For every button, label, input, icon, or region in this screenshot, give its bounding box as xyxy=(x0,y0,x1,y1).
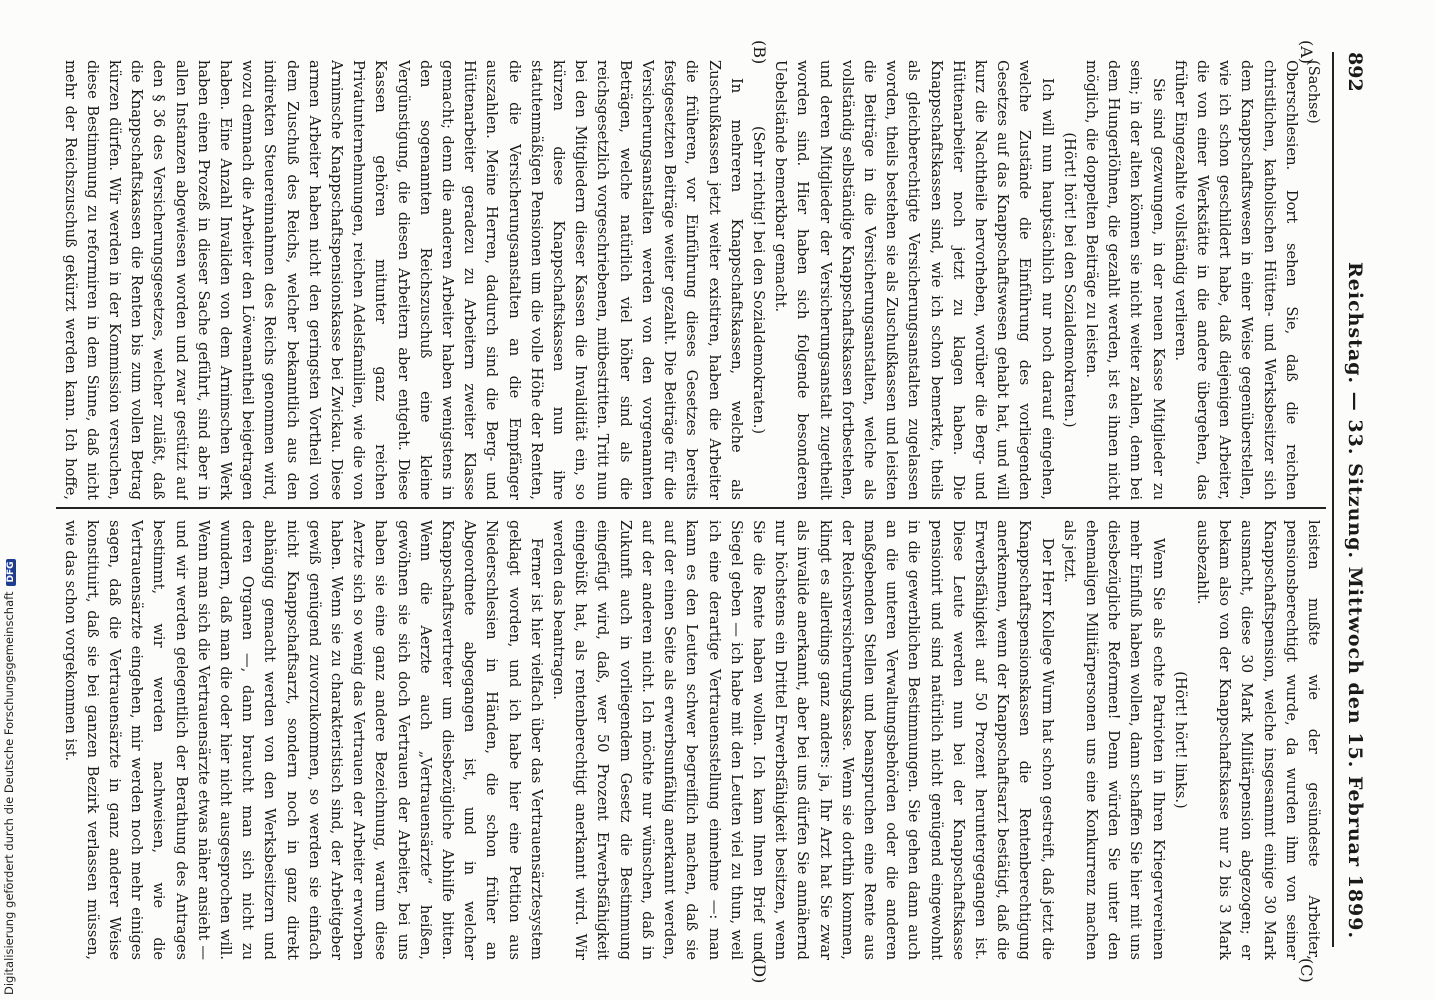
margin-letter-a: (A) xyxy=(1297,40,1316,65)
paragraph: Der Herr Kollege Wurm hat schon gestreift, daß jetzt die Knappschaftspensionskassen die Rentenberechtigung anerkennen, wenn der Knappschaftsarzt bestätigt, daß die Erwerbsfähigkeit auf 50 Prozent heruntergegangen ist. Diese Leute werden nun bei der Knappschaftskasse pensionirt und sind natürlich nicht genügend eingewohnt in die gewerblichen Bestimmungen. Sie gehen dann auch an die unteren Verwaltungsbehörden oder die anderen maßgebenden Stellen und beanspruchen eine Rente aus der Reichsversicherungskasse. Wenn sie dorthin kommen, klingt es allerdings ganz anders: ja, Ihr Arzt hat Sie zwar als invalide anerkannt, aber bei uns dürfen Sie annähernd nur höchstens ein Drittel Erwerbsfähigkeit besitzen, wenn Sie die Rente haben wollen. Ich kann Ihnen Brief und Siegel geben — ich habe mit den Leuten viel zu thun, weil ich eine derartige Vertrauensstellung einnehme —: man kann es den Leuten schwer begreiflich machen, daß sie auf der einen Seite als erwerbsunfähig anerkannt werden, auf der anderen nicht. Ich möchte nur wünschen, daß in Zukunft auch in vorliegendem Gesetz die Bestimmung eingefügt wird, daß, wer 50 Prozent Erwerbsfähigkeit eingebüßt hat, als rentenberechtigt anerkannt wird. Wir werden das beantragen. xyxy=(550,520,1056,960)
margin-letter-c: (C) xyxy=(1297,958,1316,983)
right-column xyxy=(59,520,1324,960)
header-rule xyxy=(1332,52,1334,947)
paragraph: leisten mußte wie der gesündeste Arbeiter, pensionsberechtigt wurde, da wurden ihm von seiner Knappschaftspension, welche insgesammt einige 30 Mark ausmacht, diese 30 Mark Militärpension abgezogen; er bekam also von der Knappschaftskasse nur 2 bis 3 Mark ausbezahlt. xyxy=(1193,520,1322,960)
running-title: Reichstag. — 33. Sitzung. Mittwoch den 15. Februar 1899. xyxy=(1344,262,1366,940)
paragraph: Wenn Sie als echte Patrioten in Ihren Kriegervereinen mehr Einfluß haben wollen, dann schaffen Sie hier mit uns diesbezügliche Reformen! Denn würden Sie unter den ehemaligen Militärpersonen uns eine Konkurrenz machen als jetzt. xyxy=(1060,520,1167,960)
interjection: (Hört! hört! links.) xyxy=(1171,671,1189,809)
page-number: 892 xyxy=(1344,52,1366,92)
dfg-logo: DFG xyxy=(6,559,16,586)
left-column xyxy=(59,60,1324,500)
interjection: (Sehr richtig! bei den Sozialdemokraten.) xyxy=(749,125,767,435)
paragraph: In mehreren Knappschaftskassen, welche als Zuschußkassen jetzt weiter existiren, haben die Arbeiter die früheren, vor Einführung dieses Gesetzes bereits festgesetzten Beiträge weiter gezahlt. Die Beiträge für die Versicherungsanstalten werden von den vorgenannten Beträgen, welche natürlich viel höher sind als die reichsgesetzlich vorgeschriebenen, mitbestritten. Tritt nun bei den Mitgliedern dieser Kassen die Invalidität ein, so kürzen diese Knappschaftskassen nun ihre statutenmäßigen Pensionen um die volle Höhe der Renten, die die Versicherungsanstalten an die Empfänger auszahlen. Meine Herren, dadurch sind die Berg- und Hüttenarbeiter geradezu zu Arbeitern zweiter Klasse gemacht; denn die anderen Arbeiter haben wenigstens in den sogenannten Reichszuschuß eine kleine Vergünstigung, die diesen Arbeitern aber entgeht. Diese Kassen gehören mitunter ganz reichen Privatunternehmungen, reichen Adelsfamilien, wie die von Arnimsche Knappschaftspensionskasse bei Zwickau. Diese armen Arbeiter haben nicht den geringsten Vortheil von dem Zuschuß des Reichs, welcher bekanntlich aus den indirekten Steuereinnahmen des Reichs genommen wird, wozu demnach die Arbeiter den Löwenantheil beigetragen haben. Eine Anzahl Invaliden von dem Arnimschen Werk haben einen Prozeß in dieser Sache geführt, sind aber in allen Instanzen abgewiesen worden und zwar gestützt auf den § 36 des Versicherungsgesetzes, welcher zuläßt, daß die Knappschaftskassen die Renten bis zum vollen Betrag kürzen dürfen. Wir werden in der Kommission versuchen, diese Bestimmung zu reformiren in dem Sinne, daß nicht mehr der Reichszuschuß gekürzt werden kann. Ich hoffe, xyxy=(61,60,745,500)
paragraph: Oberschlesien. Dort sehen Sie, daß die reichen christlichen, katholischen Hütten- und Werksbesitzer sich dem Knappschaftswesen in einer Weise gegenüberstellen, wie ich schon geschildert habe, daß diejenigen Arbeiter, die von einer Werkstätte in die andere übergehen, das früher Eingezahlte vollständig verlieren. xyxy=(1171,60,1300,500)
paragraph: Ferner ist hier vielfach über das Vertrauensärztesystem geklagt worden, und ich habe hier eine Petition aus Niederschlesien in Händen, die schon früher an Abgeordnete abgegangen ist, und in welcher Knappschaftsvertreter um diesbezügliche Abhilfe bitten. Wenn die Aerzte auch „Vertrauensärzte“ heißen, gewöhnen sie sich doch Vertrauen der Arbeiter, bei uns haben sie eine ganz andere Bezeichnung, warum diese Aerzte sich so wenig das Vertrauen der Arbeiter erworben haben. Wenn sie zu charakteristisch sind, der Arbeitgeber gewiß genügend zuvorzukommen, so werden sie einfach nicht Knappschaftsarzt, sondern noch in ganz direkt abhängig gemacht werden von den Werksbesitzern und deren Organen —, dann braucht man sich nicht zu wundern, daß man die oder hier nicht ausgesprochen will. Wenn man sich die Vertrauensärzte etwas näher ansieht — und wir werden gelegentlich der Berathung des Antrages bestimmt, wir werden nachweisen, wie die Vertrauensärzte eingehen, mir werden noch mehr einiges sagen, daß die Vertrauensärzte in ganz anderer Weise konstituirt, daß sie bei ganzen Bezirk verlassen müssen, wie das schon vorgekommen ist. xyxy=(61,520,545,960)
column-divider xyxy=(56,507,1326,509)
digitization-credit xyxy=(2,561,20,995)
paragraph: Sie sind gezwungen, in der neuen Kasse Mitglieder zu sein; in der alten können sie nicht weiter zahlen, denn bei dem Hungerlöhnen, die gezahlt werden, ist es ihnen nicht möglich, die doppelten Beiträge zu leisten. xyxy=(1082,60,1167,500)
interjection: (Hört! hört! bei den Sozialdemokraten.) xyxy=(1060,132,1078,428)
margin-letter-d: (D) xyxy=(750,958,769,984)
paragraph: Ich will nun hauptsächlich nur noch darauf eingehen, welche Zustände die Einführung des vorliegenden Gesetzes auf das Knappschaftswesen gehabt hat, und will kurz die Nachtheile hervorheben, worüber die Berg- und Hüttenarbeiter noch jetzt zu klagen haben. Die Knappschaftskassen sind, wie ich schon bemerkte, theils als gleichberechtigte Versicherungsanstalten zugelassen worden, theils bestehen sie als Zuschußkassen und leisten die Beiträge in die Versicherungsanstalten, welche als vollständig selbständige Knappschaftskassen fortbestehen, und deren Mitglieder der Versicherungsanstalt zugetheilt worden sind. Hier haben sich folgende besonderen Uebelstände bemerkbar gemacht. xyxy=(772,60,1056,500)
paragraph: (Sachse) xyxy=(1305,60,1322,124)
page-header xyxy=(1336,52,1376,992)
credit-text: Digitalisierung gefördert durch die Deutsche Forschungsgemeinschaft xyxy=(2,591,16,995)
margin-letter-b: (B) xyxy=(750,40,769,65)
